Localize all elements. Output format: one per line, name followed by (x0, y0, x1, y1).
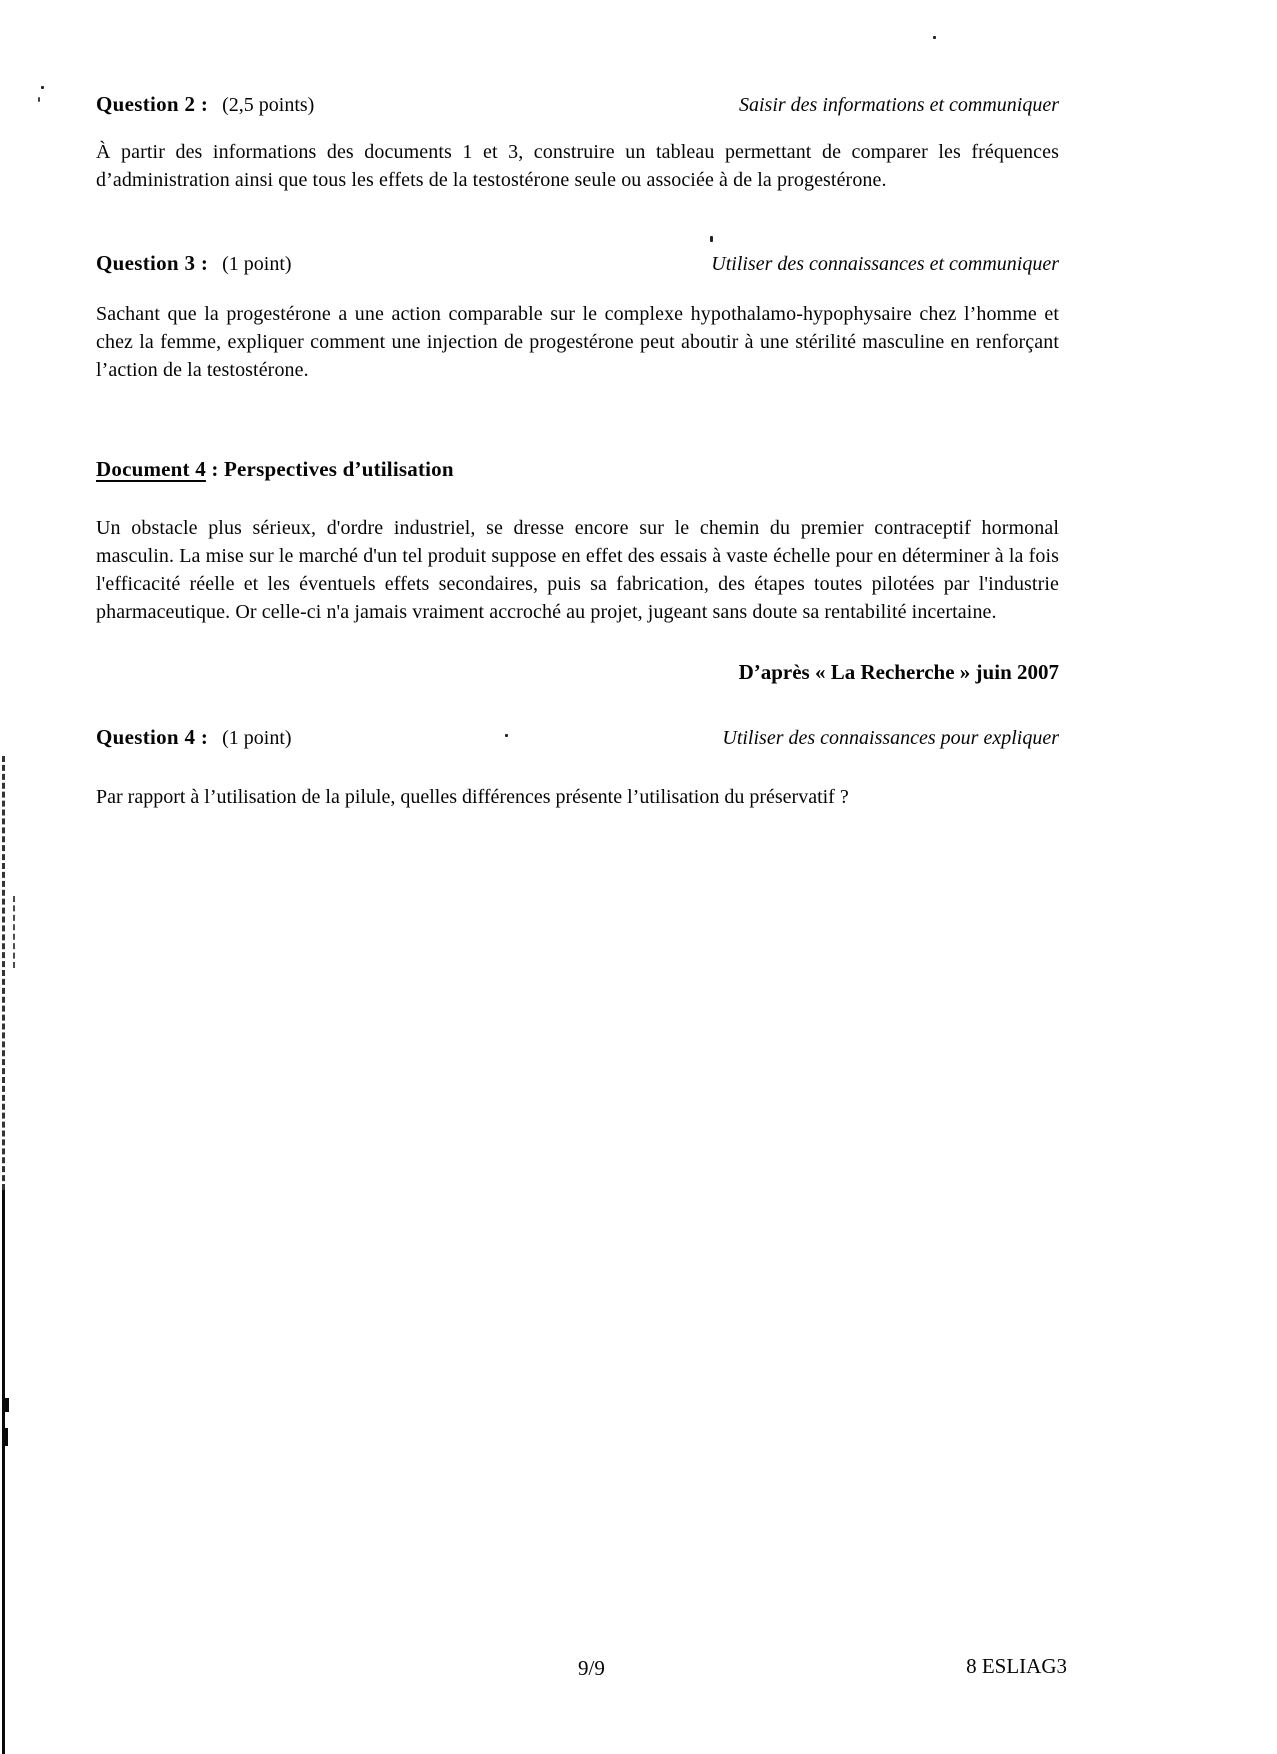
question-3-label: Question 3 : (96, 251, 209, 275)
question-2-skill: Saisir des informations et communiquer (739, 94, 1059, 116)
question-3-body: Sachant que la progestérone a une action comparable sur le complexe hypothalamo-hypophysaire chez l’homme et chez la femme, expliquer comment une injection de progestérone peut aboutir à une stérilité masculine en renforçant l’action de la testostérone. (96, 303, 1059, 381)
document-4-heading-title: : Perspectives d’utilisation (205, 457, 454, 481)
scan-artifact-blob (2, 1398, 9, 1412)
question-2-points: (2,5 points) (222, 94, 315, 116)
question-3-row (96, 251, 1059, 276)
document-code: 8 ESLIAG3 (966, 1654, 1067, 1678)
question-2-label: Question 2 : (96, 92, 209, 116)
document-4-body: Un obstacle plus sérieux, d'ordre industriel, se dresse encore sur le chemin du premier contraceptif hormonal masculin. La mise sur le marché d'un tel produit suppose en effet des essais à vaste échelle pour en déterminer à la fois l'efficacité réelle et les éventuels effets secondaires, puis sa fabrication, des étapes toutes pilotées par l'industrie pharmaceutique. Or celle-ci n'a jamais vraiment accroché au projet, jugeant sans doute sa rentabilité incertaine. (96, 517, 1059, 623)
question-2-body: À partir des informations des documents 1 et 3, construire un tableau permettant de comparer les fréquences d’administration ainsi que tous les effets de la testostérone seule ou associée à de la progestérone. (96, 141, 1059, 191)
scan-speck (38, 97, 40, 102)
question-4-points: (1 point) (222, 727, 292, 749)
scan-speck (505, 734, 508, 737)
page-number: 9/9 (578, 1656, 605, 1680)
scan-artifact-solid-line (2, 1190, 5, 1754)
scan-artifact-blob (2, 1428, 8, 1446)
question-4-label: Question 4 : (96, 725, 209, 749)
scan-artifact-dashed-line (2, 756, 5, 1190)
document-4-heading (96, 457, 454, 482)
scan-speck (710, 236, 713, 242)
scan-artifact-short-dash (13, 896, 15, 968)
question-4-row (96, 725, 1059, 750)
scan-speck (41, 86, 44, 89)
document-4-source: D’après « La Recherche » juin 2007 (738, 660, 1059, 684)
question-3-points: (1 point) (222, 253, 292, 275)
document-4-heading-label: Document 4 (96, 457, 206, 481)
question-3-skill: Utiliser des connaissances et communiquer (711, 253, 1059, 275)
question-2-row (96, 92, 1059, 117)
question-4-skill: Utiliser des connaissances pour expliquer (722, 727, 1059, 749)
question-4-body: Par rapport à l’utilisation de la pilule, quelles différences présente l’utilisation du préservatif ? (96, 786, 849, 808)
scan-speck (933, 36, 936, 39)
